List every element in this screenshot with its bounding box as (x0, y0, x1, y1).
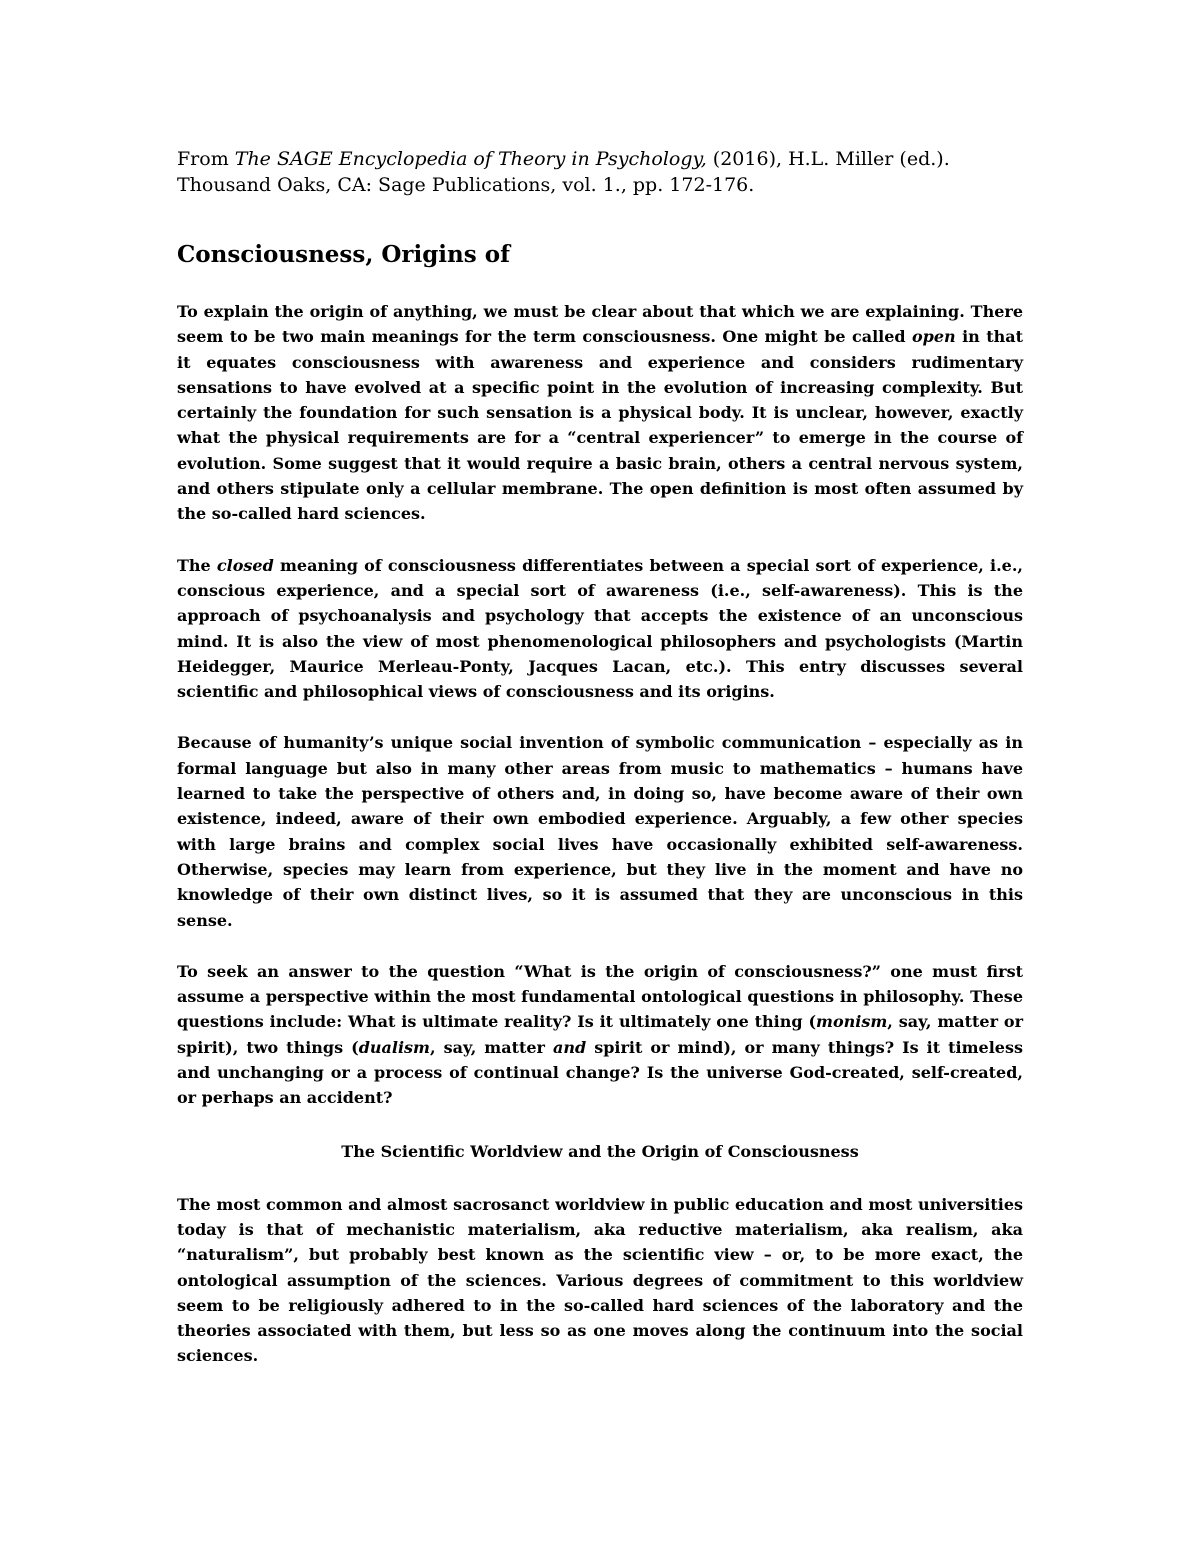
paragraph-text: meaning of consciousness differentiates between a special sort of experience, i.e., conscious experience, and a special sort of awareness (i.e., self-awareness). This is the approach of psychoanalysis and psychology that accepts the existence of an unconscious mind. It is also the view of most phenomenological philosophers and psychologists (Martin Heidegger, Maurice Merleau-Ponty, Jacques Lacan, etc.). This entry discusses several scientific and philosophical views of consciousness and its origins. (177, 555, 1023, 702)
citation-line2: Thousand Oaks, CA: Sage Publications, vol. 1., pp. 172-176. (177, 174, 755, 196)
paragraph-text: , say, matter or spirit), two things ( (177, 1012, 1024, 1057)
paragraph-text: The (177, 555, 217, 575)
paragraph-closed-meaning (177, 553, 1023, 705)
paragraph-symbolic-communication: Because of humanity’s unique social invention of symbolic communication – especially as in formal language but also in many other areas from music to mathematics – humans have learned to take the perspective of others and, in doing so, have become aware of their own existence, indeed, aware of their own embodied experience. Arguably, a few other species with large brains and complex social lives have occasionally exhibited self-awareness. Otherwise, species may learn from experience, but they live in the moment and have no knowledge of their own distinct lives, so it is assumed that they are unconscious in this sense. (177, 733, 1023, 930)
paragraph-text: in that it equates consciousness with awareness and experience and considers rudimentary sensations to have evolved at a specific point in the evolution of increasing complexity. But certainly the foundation for such sensation is a physical body. It is unclear, however, exactly what the physical requirements are for a “central experiencer” to emerge in the course of evolution. Some suggest that it would require a basic brain, others a central nervous system, and others stipulate only a cellular membrane. The open definition is most often assumed by the so-called hard sciences. (177, 327, 1023, 524)
paragraph-text: To explain the origin of anything, we must be clear about that which we are explaining. There seem to be two main meanings for the term consciousness. One might be called (177, 302, 1023, 347)
paragraph-text: To seek an answer to the question “What is the origin of consciousness?” one must first assume a perspective within the most fundamental ontological questions in philosophy. These questions include: What is ultimate reality? Is it ultimately one thing ( (177, 961, 1023, 1032)
citation (177, 146, 1023, 198)
paragraph-open-meaning (177, 299, 1023, 527)
emphasis-open: open (912, 327, 956, 347)
paragraph-ontological-questions (177, 959, 1023, 1111)
citation-prefix: From (177, 148, 235, 170)
emphasis-and: and (553, 1037, 587, 1057)
document-page (177, 146, 1023, 1369)
emphasis-monism: monism (816, 1012, 888, 1032)
paragraph-text: , say, matter (429, 1037, 553, 1057)
citation-line1-rest: (2016), H.L. Miller (ed.). (706, 148, 950, 170)
paragraph-scientific-worldview: The most common and almost sacrosanct worldview in public education and most universities today is that of mechanistic materialism, aka reductive materialism, aka realism, aka “naturalism”, but probably best known as the scientific view – or, to be more exact, the ontological assumption of the sciences. Various degrees of commitment to this worldview seem to be religiously adhered to in the so-called hard sciences of the laboratory and the theories associated with them, but less so as one moves along the continuum into the social sciences. (177, 1194, 1023, 1366)
emphasis-dualism: dualism (358, 1037, 430, 1057)
section-heading: The Scientific Worldview and the Origin of Consciousness (341, 1141, 859, 1161)
paragraph-text: spirit or mind), or many things? Is it timeless and unchanging or a process of continual change? Is the universe God-created, self-created, or perhaps an accident? (177, 1037, 1024, 1108)
emphasis-closed: closed (216, 555, 274, 575)
citation-book-title: The SAGE Encyclopedia of Theory in Psychology, (234, 148, 707, 170)
entry-title: Consciousness, Origins of (177, 241, 510, 268)
